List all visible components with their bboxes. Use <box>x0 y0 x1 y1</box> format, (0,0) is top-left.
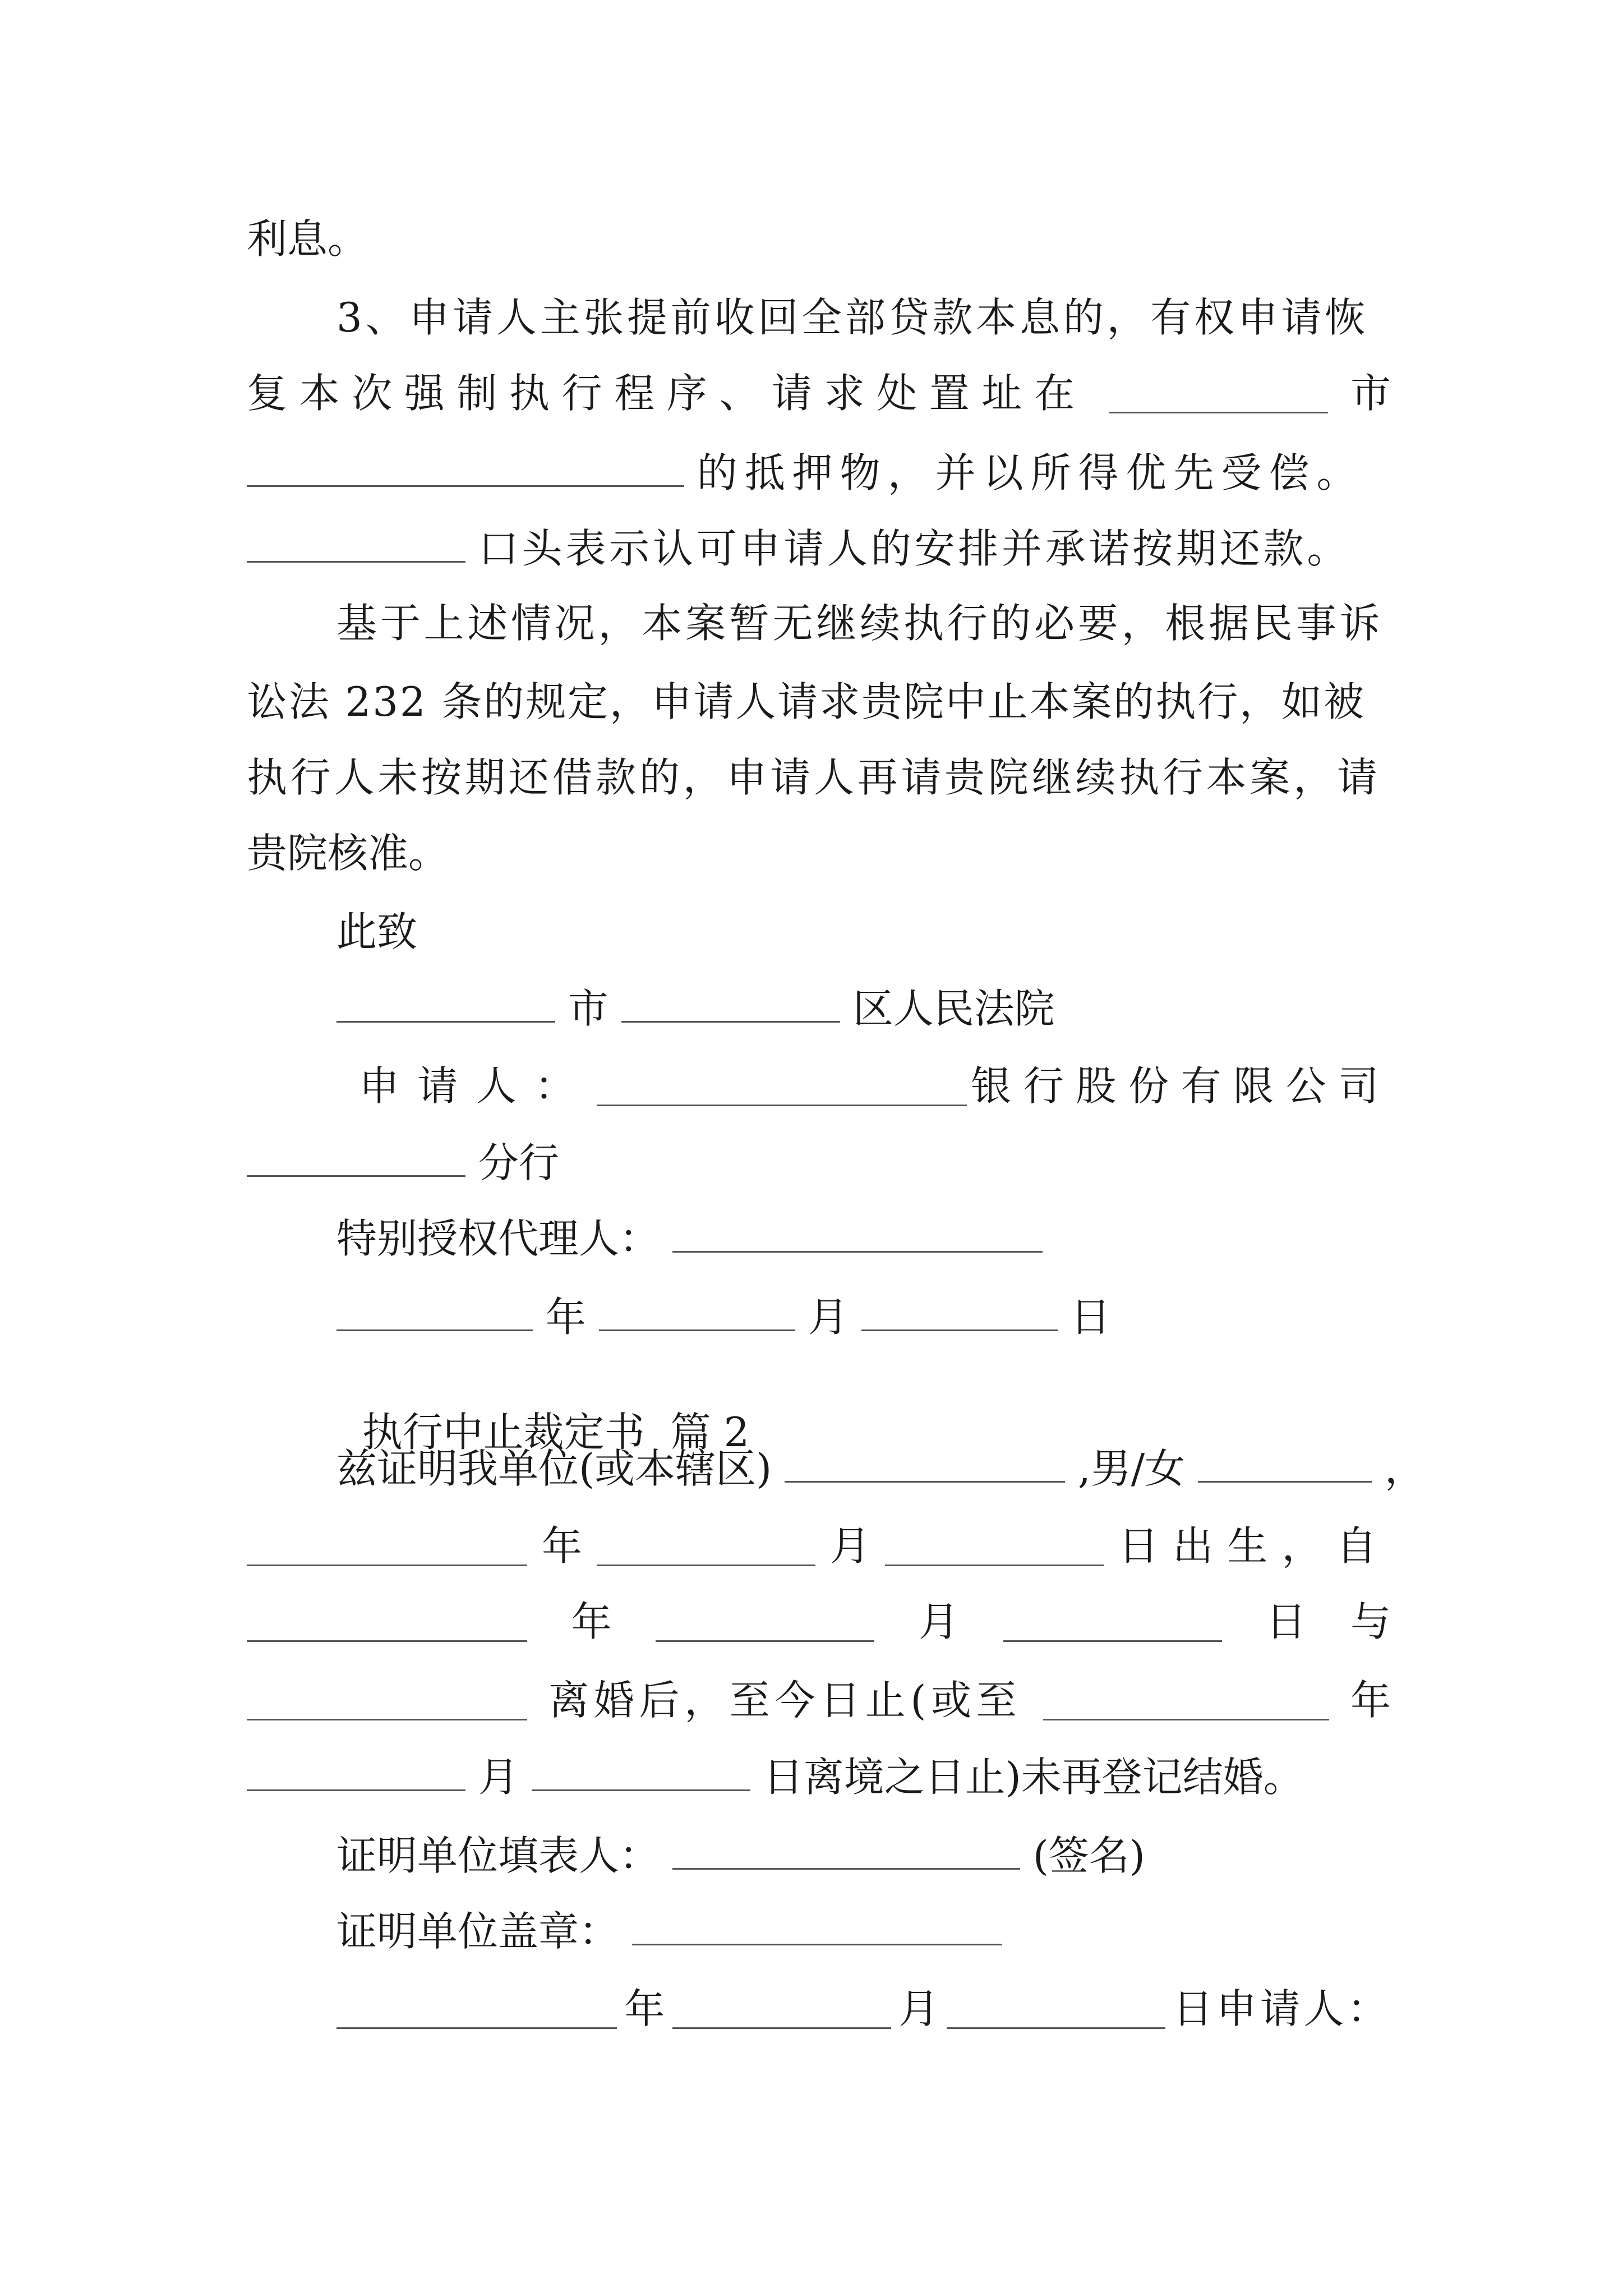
text: ， <box>1384 1445 1425 1492</box>
cert-line <box>247 1677 1391 1724</box>
blank-field[interactable] <box>656 1607 874 1642</box>
text: 利息。 <box>247 215 368 263</box>
text-line <box>336 600 1384 647</box>
text-line <box>247 678 1366 725</box>
text: 年 <box>541 1522 582 1570</box>
text: 月 <box>808 1294 849 1341</box>
cert-line <box>336 1445 1425 1492</box>
text: 分行 <box>478 1139 559 1186</box>
text: 申请人： <box>359 1062 593 1110</box>
text: 月 <box>478 1754 519 1801</box>
salutation <box>336 908 418 955</box>
text: 日 <box>1266 1598 1307 1645</box>
blank-field[interactable] <box>785 1447 1065 1483</box>
applicant-line <box>359 1062 1391 1110</box>
blank-field[interactable] <box>599 1296 795 1331</box>
text: 与 <box>1350 1598 1391 1645</box>
cert-line <box>247 1522 1391 1570</box>
text: 日出生，自 <box>1118 1522 1391 1570</box>
text: 年 <box>545 1294 586 1341</box>
blank-field[interactable] <box>247 1531 527 1566</box>
blank-field[interactable] <box>247 527 465 563</box>
blank-field[interactable] <box>632 1910 1002 1945</box>
blank-field[interactable] <box>532 1756 750 1791</box>
text-line <box>247 830 449 877</box>
text: ,男/女 <box>1077 1445 1186 1492</box>
text: 年 <box>624 1985 665 2032</box>
text: 执行中止裁定书 篇 2 <box>362 1409 750 1456</box>
blank-field[interactable] <box>247 1607 527 1642</box>
blank-field[interactable] <box>621 987 840 1023</box>
text: 区人民法院 <box>852 985 1055 1032</box>
blank-field[interactable] <box>247 1142 465 1177</box>
cert-line <box>247 1754 1304 1801</box>
text: 执行人未按期还借款的，申请人再请贵院继续执行本案，请 <box>247 754 1381 801</box>
blank-field[interactable] <box>247 1756 465 1791</box>
text: 证明单位填表人： <box>336 1832 660 1879</box>
branch-line <box>247 1139 559 1186</box>
blank-field[interactable] <box>597 1071 967 1106</box>
text: 市 <box>1350 370 1391 417</box>
text: 日 <box>1070 1294 1111 1341</box>
text: 离婚后，至今日止(或至 <box>548 1677 1022 1724</box>
blank-field[interactable] <box>1198 1447 1372 1483</box>
blank-field[interactable] <box>1043 1685 1329 1720</box>
text: 口头表示认可申请人的安排并承诺按期还款。 <box>478 525 1351 572</box>
text: 年 <box>571 1598 612 1645</box>
court-line <box>336 985 1055 1032</box>
blank-field[interactable] <box>336 987 555 1023</box>
text-line <box>247 525 1351 572</box>
section-title <box>336 1372 750 1456</box>
text: 市 <box>568 985 608 1032</box>
text: 复本次强制执行程序、请求处置址在 <box>247 370 1087 417</box>
blank-field[interactable] <box>247 452 684 487</box>
text: 证明单位盖章： <box>336 1908 620 1955</box>
text: 月 <box>829 1522 870 1570</box>
text-line <box>247 754 1381 801</box>
date-applicant-line <box>336 1985 1391 2032</box>
text: 基于上述情况，本案暂无继续执行的必要，根据民事诉 <box>336 600 1384 647</box>
blank-field[interactable] <box>247 1685 527 1720</box>
text-line <box>247 370 1391 417</box>
text: 月 <box>898 1985 939 2032</box>
blank-field[interactable] <box>947 1994 1165 2029</box>
text: 日申请人： <box>1173 1985 1391 2032</box>
blank-field[interactable] <box>672 1217 1043 1253</box>
blank-field[interactable] <box>1109 378 1328 413</box>
seal-line <box>336 1908 1002 1955</box>
text: 兹证明我单位(或本辖区) <box>336 1445 772 1492</box>
blank-field[interactable] <box>861 1296 1058 1331</box>
text-line <box>336 294 1369 341</box>
text-line <box>247 215 368 263</box>
blank-field[interactable] <box>885 1531 1104 1566</box>
blank-field[interactable] <box>597 1531 815 1566</box>
text: 讼法 232 条的规定，申请人请求贵院中止本案的执行，如被 <box>247 678 1366 725</box>
text: 日离境之日止)未再登记结婚。 <box>763 1754 1304 1801</box>
text: 此致 <box>336 908 418 955</box>
text: 年 <box>1350 1677 1391 1724</box>
text: (签名) <box>1032 1832 1145 1879</box>
date-line <box>336 1294 1111 1341</box>
text: 银行股份有限公司 <box>971 1062 1391 1110</box>
text: 的抵押物，并以所得优先受偿。 <box>697 449 1364 496</box>
blank-field[interactable] <box>1003 1607 1222 1642</box>
blank-field[interactable] <box>336 1296 533 1331</box>
text: 特别授权代理人： <box>336 1215 660 1262</box>
text: 贵院核准。 <box>247 830 449 877</box>
agent-line <box>336 1215 1043 1262</box>
blank-field[interactable] <box>672 1994 891 2029</box>
text-line <box>247 449 1364 496</box>
filler-line <box>336 1832 1145 1879</box>
blank-field[interactable] <box>336 1994 617 2029</box>
cert-line <box>247 1598 1391 1645</box>
blank-field[interactable] <box>672 1834 1020 1870</box>
text: 3、申请人主张提前收回全部贷款本息的，有权申请恢 <box>336 294 1369 341</box>
text: 月 <box>918 1598 959 1645</box>
